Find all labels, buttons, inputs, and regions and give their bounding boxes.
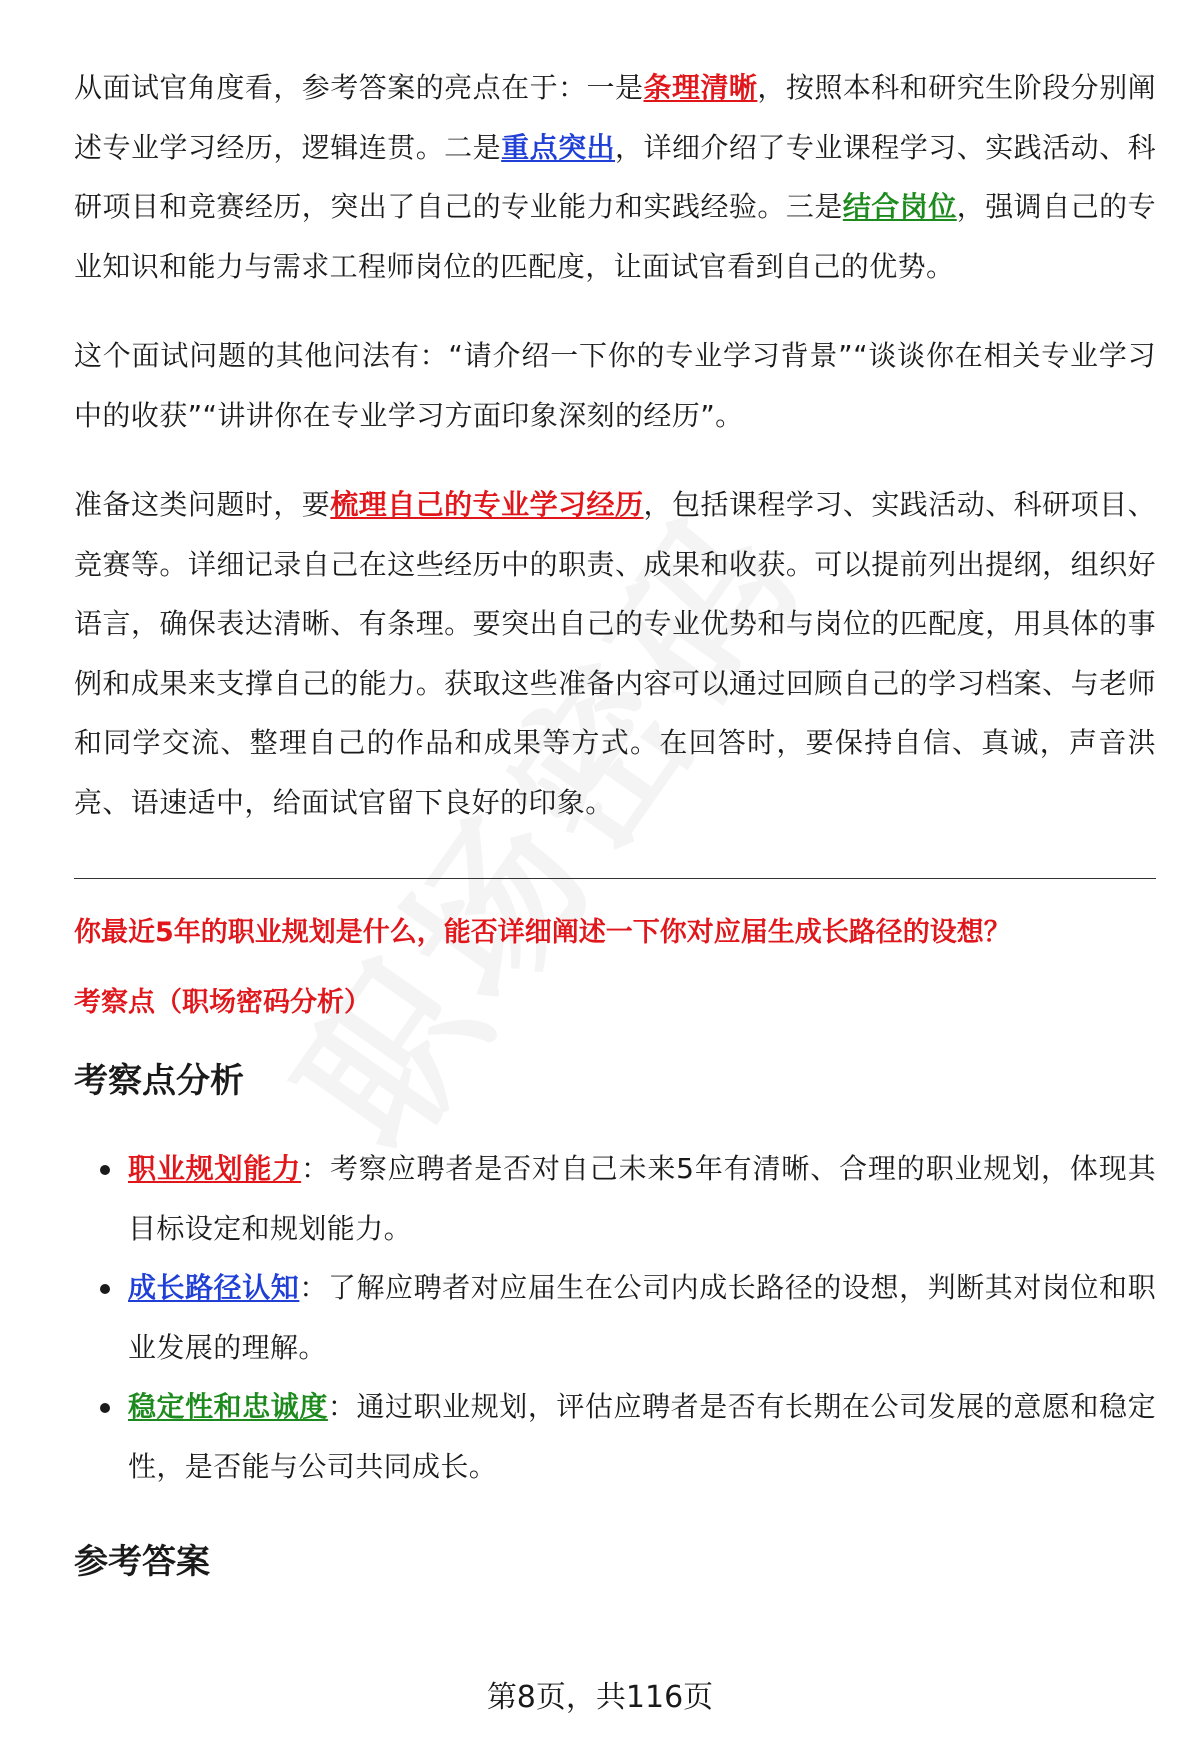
point-text: ：通过职业规划，评估应聘者是否有长期在公司发展的意愿和稳定性，是否能与公司共同成长。 xyxy=(128,1390,1156,1483)
highlight-key-focus: 重点突出 xyxy=(501,130,616,164)
highlight-clear-structure: 条理清晰 xyxy=(643,71,758,104)
paragraph-text: ，包括课程学习、实践活动、科研项目、竞赛等。详细记录自己在这些经历中的职责、成果和收获。可以提前列出提纲，组织好语言，确保表达清晰、有条理。要突出自己的专业优势和与岗位的匹配度，用具体的事例和成果来支撑自己的能力。获取这些准备内容可以通过回顾自己的学习档案、与老师和同学交流、整理自己的作品和成果等方式。在回答时，要保持自信、真诚，声音洪亮、语速适中，给面试官留下良好的印象。 xyxy=(74,488,1156,819)
analysis-point-list xyxy=(74,1139,1156,1496)
paragraph-text: ，强调自己的专业知识和能力与需求工程师岗位的匹配度，让面试官看到自己的优势。 xyxy=(74,190,1156,283)
paragraph-text: 从面试官角度看，参考答案的亮点在于：一是 xyxy=(74,71,644,104)
point-key: 职业规划能力 xyxy=(128,1152,302,1185)
section-divider xyxy=(74,878,1156,879)
document-page xyxy=(74,58,1156,1586)
section-heading-analysis: 考察点分析 xyxy=(74,1061,244,1101)
highlight-review-experience: 梳理自己的专业学习经历 xyxy=(330,488,644,521)
question-subtitle: 考察点（职场密码分析） xyxy=(74,987,371,1018)
paragraph-preparation xyxy=(74,475,1156,832)
bullet-icon xyxy=(100,1284,110,1294)
section-heading-answer: 参考答案 xyxy=(74,1542,210,1582)
paragraph-text: ，按照本科和研究生阶段分别阐述专业学习经历，逻辑连贯。二是 xyxy=(74,71,1156,164)
point-key: 成长路径认知 xyxy=(128,1271,300,1304)
point-key: 稳定性和忠诚度 xyxy=(128,1390,328,1423)
page-number: 第8页，共116页 xyxy=(486,1680,714,1715)
paragraph-alternative-questions: 这个面试问题的其他问法有：“请介绍一下你的专业学习背景”“谈谈你在相关专业学习中的收获”“讲讲你在专业学习方面印象深刻的经历”。 xyxy=(74,339,1156,432)
highlight-job-match: 结合岗位 xyxy=(842,190,957,223)
bullet-icon xyxy=(100,1165,110,1175)
list-item xyxy=(74,1258,1156,1377)
point-text: ：了解应聘者对应届生在公司内成长路径的设想，判断其对岗位和职业发展的理解。 xyxy=(128,1271,1156,1364)
paragraph-text: 准备这类问题时，要 xyxy=(74,488,331,521)
interview-question: 你最近5年的职业规划是什么，能否详细阐述一下你对应届生成长路径的设想？ xyxy=(74,917,1011,948)
point-text: ：考察应聘者是否对自己未来5年有清晰、合理的职业规划，体现其目标设定和规划能力。 xyxy=(128,1152,1156,1245)
paragraph-text: ，详细介绍了专业课程学习、实践活动、科研项目和竞赛经历，突出了自己的专业能力和实践经验。三是 xyxy=(74,130,1156,223)
list-item xyxy=(74,1139,1156,1258)
bullet-icon xyxy=(100,1403,110,1413)
paragraph-highlights xyxy=(74,58,1156,296)
list-item xyxy=(74,1377,1156,1496)
